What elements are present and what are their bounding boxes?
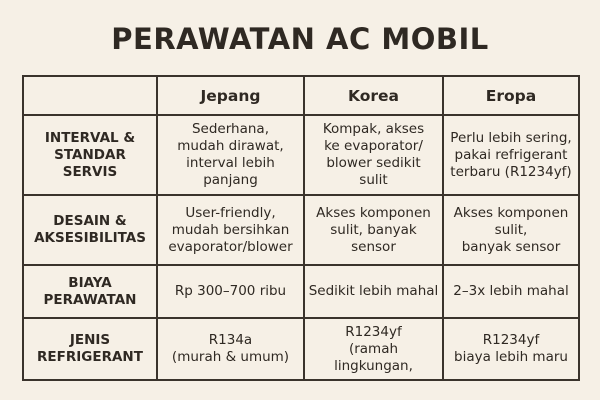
row-label-refrigerant xyxy=(23,318,157,380)
cell-jepang-desain xyxy=(157,195,304,265)
cell-line: sulit xyxy=(359,172,388,189)
header-cell-empty xyxy=(23,76,157,115)
cell-line: User-friendly, xyxy=(185,204,276,221)
cell-line: biaya lebih maru xyxy=(454,349,568,366)
cell-line: Akses komponen xyxy=(453,204,569,221)
cell-line: panjang xyxy=(203,172,258,189)
row-label-line: INTERVAL & xyxy=(44,129,136,146)
cell-jepang-refrigerant xyxy=(157,318,304,380)
cell-line: R1234yf xyxy=(345,323,402,340)
cell-line: interval lebih xyxy=(186,155,275,172)
cell-jepang-biaya xyxy=(157,265,304,318)
cell-line: terbaru (R1234yf) xyxy=(450,163,572,180)
cell-line: pakai refrigerant xyxy=(454,146,568,163)
cell-eropa-interval xyxy=(443,115,579,195)
cell-line: R1234yf xyxy=(482,332,540,349)
cell-eropa-refrigerant xyxy=(443,318,579,380)
header-cell-korea: Korea xyxy=(304,76,443,115)
cell-line: 2–3x lebih mahal xyxy=(453,283,569,300)
cell-line: Kompak, akses xyxy=(322,121,425,138)
cell-line: Rp 300–700 ribu xyxy=(174,283,287,300)
table-row xyxy=(23,115,579,195)
row-label-desain xyxy=(23,195,157,265)
cell-line: Sedikit lebih mahal xyxy=(308,283,439,300)
cell-line: Perlu lebih sering, xyxy=(450,129,572,146)
row-label-line: DESAIN & xyxy=(53,213,127,230)
row-label-interval xyxy=(23,115,157,195)
cell-line: R134a xyxy=(208,332,253,349)
cell-line: mudah bersihkan xyxy=(171,221,290,238)
cell-korea-interval xyxy=(304,115,443,195)
table-row xyxy=(23,265,579,318)
cell-line: (ramah lingkungan, xyxy=(334,340,413,374)
cell-line: Sederhana, xyxy=(191,121,269,138)
cell-line: blower sedikit xyxy=(326,155,421,172)
row-label-line: AKSESIBILITAS xyxy=(34,230,146,247)
table-row xyxy=(23,195,579,265)
cell-line: sulit, banyak xyxy=(330,221,417,238)
header-cell-eropa: Eropa xyxy=(443,76,579,115)
row-label-biaya xyxy=(23,265,157,318)
cell-line: sulit, xyxy=(494,221,528,238)
cell-line: evaporator/blower xyxy=(168,238,293,255)
cell-line: banyak sensor xyxy=(461,238,561,255)
cell-korea-desain xyxy=(304,195,443,265)
cell-line: mudah dirawat, xyxy=(177,138,284,155)
cell-line: (murah & umum) xyxy=(171,349,290,366)
cell-korea-biaya xyxy=(304,265,443,318)
cell-korea-refrigerant xyxy=(304,318,443,380)
cell-eropa-biaya xyxy=(443,265,579,318)
cell-line: Akses komponen xyxy=(316,204,431,221)
header-cell-jepang: Jepang xyxy=(157,76,304,115)
cell-line: ke evaporator/ xyxy=(324,138,423,155)
table-row xyxy=(23,318,579,380)
row-label-line: JENIS xyxy=(69,332,111,349)
cell-jepang-interval xyxy=(157,115,304,195)
row-label-line: BIAYA xyxy=(68,274,112,291)
row-label-line: PERAWATAN xyxy=(43,291,137,308)
header-row xyxy=(23,76,579,115)
cell-eropa-desain xyxy=(443,195,579,265)
comparison-table xyxy=(22,75,580,381)
row-label-line: STANDAR SERVIS xyxy=(54,146,126,180)
cell-line: sensor xyxy=(351,238,396,255)
page-title: PERAWATAN AC MOBIL xyxy=(111,22,489,56)
row-label-line: REFRIGERANT xyxy=(37,349,143,366)
